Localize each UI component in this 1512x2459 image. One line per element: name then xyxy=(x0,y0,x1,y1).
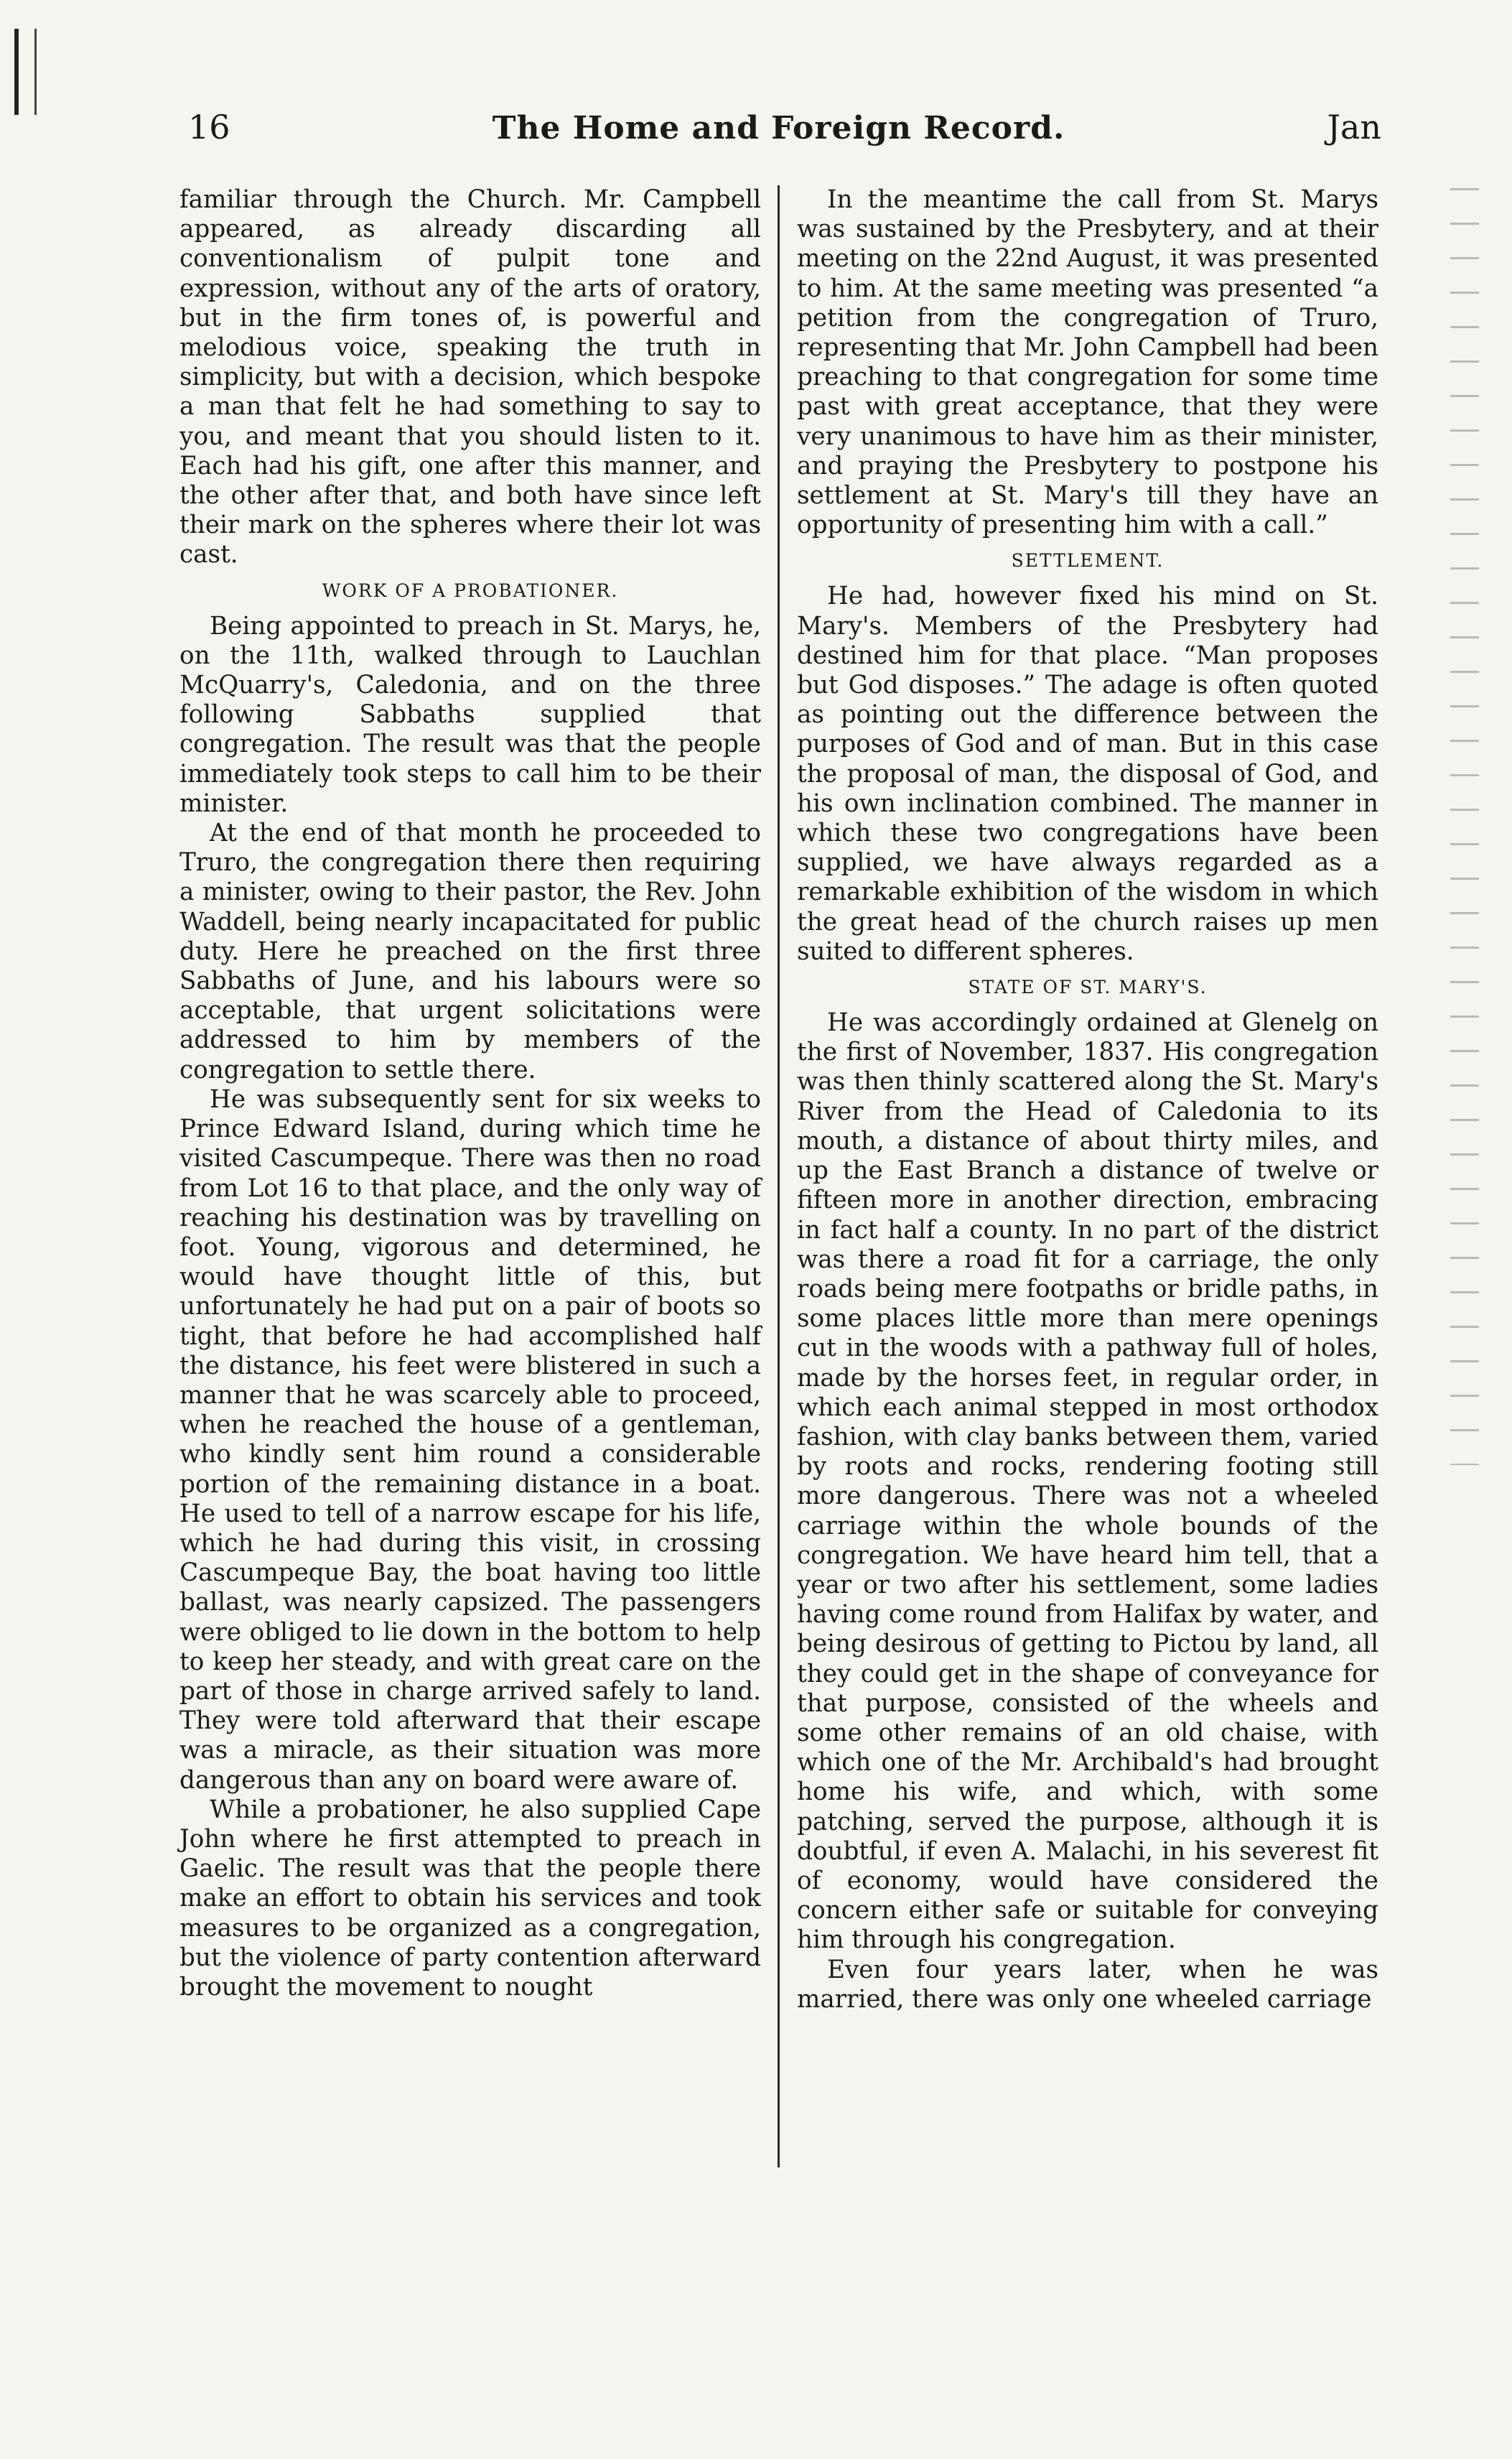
paragraph: While a probationer, he also supplied Cape John where he first attempted to preach in Gaelic. The result was that the people there make an effort to obtain his services and took measures to be organized as a congregation, but the violence of party contention afterward brought the movement to nought xyxy=(179,1795,761,2002)
section-heading: WORK OF A PROBATIONER. xyxy=(322,580,619,601)
page-number: 16 xyxy=(188,108,230,147)
section-heading: SETTLEMENT. xyxy=(1011,550,1165,572)
paragraph: He was subsequently sent for six weeks to Prince Edward Island, during which time he visited Cascumpeque. There was then no road from Lot 16 to that place, and the only way of reaching his destination was by travelling on foot. Young, vigorous and determined, he would have thought little of this, but unfortunately he had put on a pair of boots so tight, that before he had accomplished half the distance, his feet were blistered in such a manner that he was scarcely able to proceed, when he reached the house of a gentleman, who kindly sent him round a considerable portion of the remaining distance in a boat. He used to tell of a narrow escape for his life, which he had during this visit, in crossing Cascumpeque Bay, the boat having too little ballast, was nearly capsized. The passengers were obliged to lie down in the bottom to help to keep her steady, and with great care on the part of those in charge arrived safely to land. They were told afterward that their escape was a miracle, as their situation was more dangerous than any on board were aware of. xyxy=(179,1084,761,1795)
running-month: Jan xyxy=(1327,108,1381,147)
paragraph: Being appointed to preach in St. Marys, he, on the 11th, walked through to Lauchlan McQuarry's, Caledonia, and on the three following Sabbaths supplied that congregation. The result was that the people immediately took steps to call him to be their minister. xyxy=(179,611,761,818)
running-title: The Home and Foreign Record. xyxy=(492,110,1065,147)
paragraph: He was accordingly ordained at Glenelg on the first of November, 1837. His congregation was then thinly scattered along the St. Mary's River from the Head of Caledonia to its mouth, a distance of about thirty miles, and up the East Branch a distance of twelve or fifteen more in another direction, embracing in fact half a county. In no part of the district was there a road fit for a carriage, the only roads being mere footpaths or bridle paths, in some places little more than mere openings cut in the woods with a pathway full of holes, made by the horses feet, in regular order, in which each animal stepped in most orthodox fashion, with clay banks between them, varied by roots and rocks, rendering footing still more dangerous. There was not a wheeled carriage within the whole bounds of the congregation. We have heard him tell, that a year or two after his settlement, some ladies having come round from Halifax by water, and being desirous of getting to Pictou by land, all they could get in the shape of conveyance for that purpose, consisted of the wheels and some other remains of an old chaise, with which one of the Mr. Archibald's had brought home his wife, and which, with some patching, served the purpose, although it is doubtful, if even A. Malachi, in his severest fit of economy, would have considered the concern either safe or suitable for conveying him through his congregation. xyxy=(797,1008,1378,1955)
column-divider xyxy=(778,185,780,2167)
page-header xyxy=(188,108,1381,165)
margin-show-through xyxy=(1450,172,1479,1465)
section-heading: STATE OF ST. MARY'S. xyxy=(968,977,1208,998)
paragraph: He had, however fixed his mind on St. Mary's. Members of the Presbytery had destined him for that place. “Man proposes but God disposes.” The adage is often quoted as pointing out the difference between the purposes of God and of man. But in this case the proposal of man, the disposal of God, and his own inclination combined. The manner in which these two congregations have been supplied, we have always regarded as a remarkable exhibition of the wisdom in which the great head of the church raises up men suited to different spheres. xyxy=(797,582,1378,966)
paragraph: At the end of that month he proceeded to Truro, the congregation there then requiring a minister, owing to their pastor, the Rev. John Waddell, being nearly incapacitated for public duty. Here he preached on the first three Sabbaths of June, and his labours were so acceptable, that urgent solicitations were addressed to him by members of the congregation to settle there. xyxy=(179,819,761,1084)
right-column xyxy=(797,185,1378,2014)
paragraph: In the meantime the call from St. Marys was sustained by the Presbytery, and at their meeting on the 22nd August, it was presented to him. At the same meeting was presented “a petition from the congregation of Truro, representing that Mr. John Campbell had been preaching to that congregation for some time past with great acceptance, that they were very unanimous to have him as their minister, and praying the Presbytery to postpone his settlement at St. Mary's till they have an opportunity of presenting him with a call.” xyxy=(797,185,1378,540)
binding-edge xyxy=(14,29,37,115)
left-column xyxy=(179,185,761,2002)
paragraph: Even four years later, when he was married, there was only one wheeled carriage xyxy=(797,1955,1378,2014)
paragraph: familiar through the Church. Mr. Campbell appeared, as already discarding all conventionalism of pulpit tone and expression, without any of the arts of oratory, but in the firm tones of, is powerful and melodious voice, speaking the truth in simplicity, but with a decision, which bespoke a man that felt he had something to say to you, and meant that you should listen to it. Each had his gift, one after this manner, and the other after that, and both have since left their mark on the spheres where their lot was cast. xyxy=(179,185,761,570)
